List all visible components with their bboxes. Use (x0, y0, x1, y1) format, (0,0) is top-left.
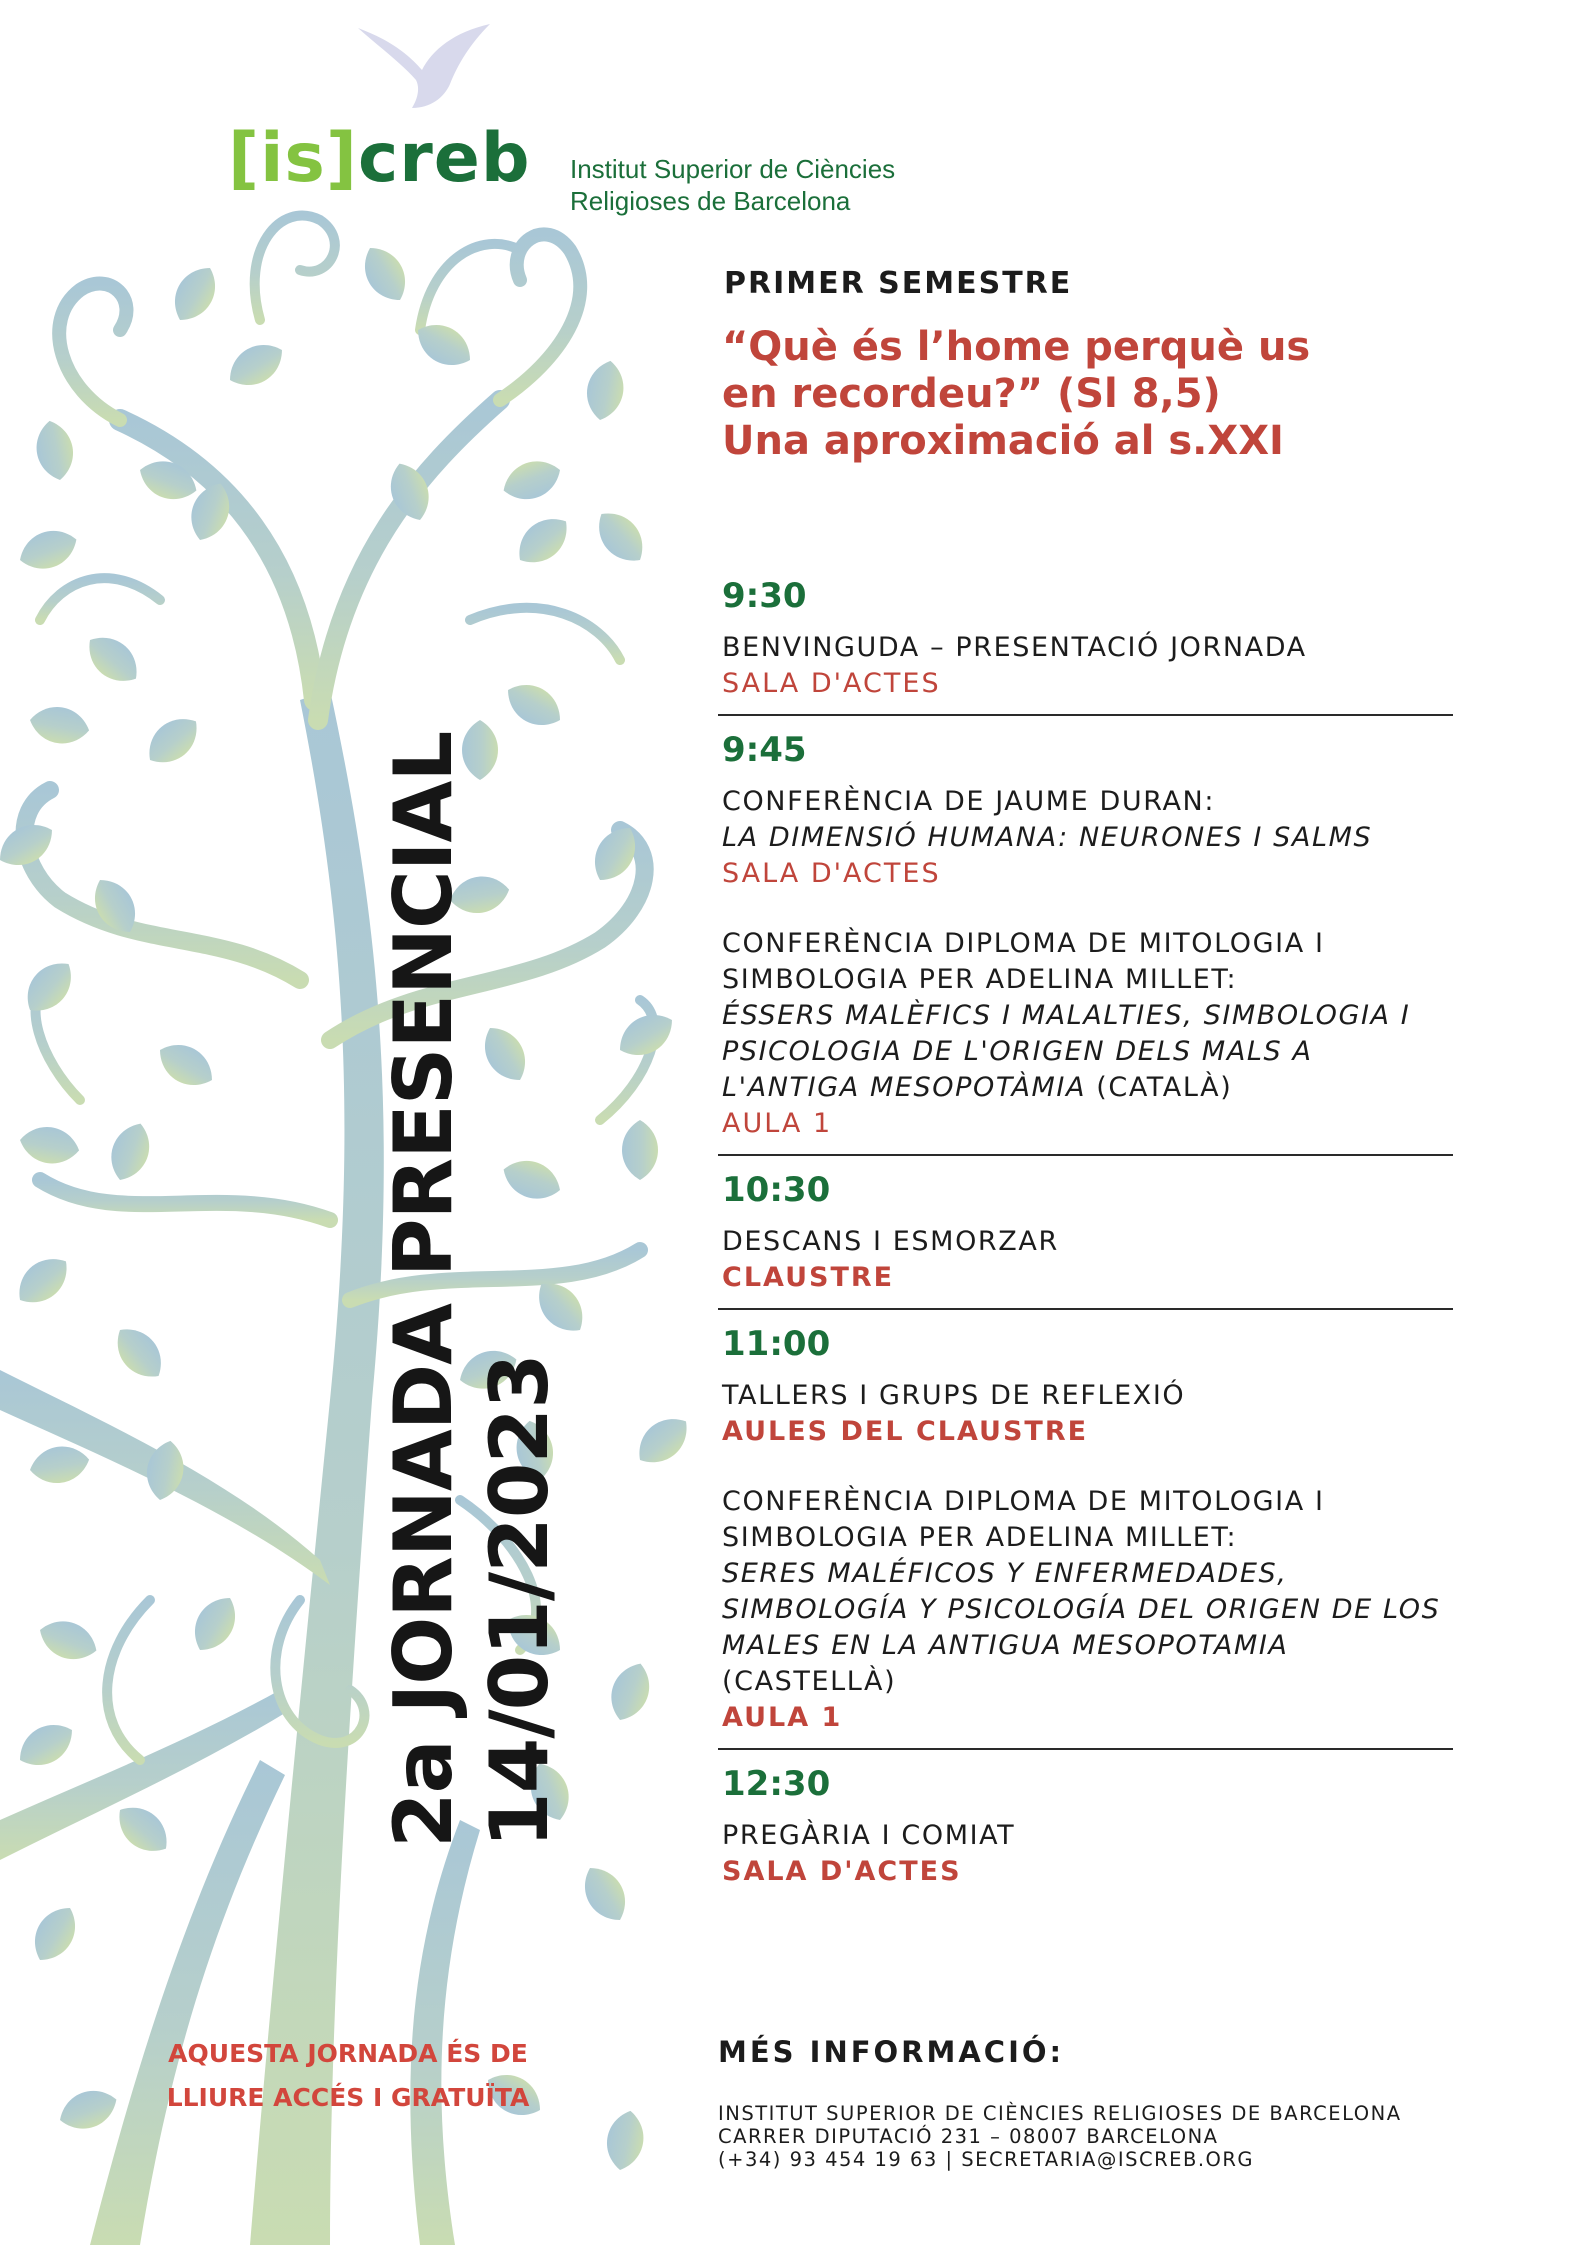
logo-mark (228, 119, 531, 198)
theme-quote-line1: “Què és l’home perquè us (722, 324, 1311, 370)
session-location: AULES DEL CLAUSTRE (722, 1416, 1089, 1447)
contact-institution: INSTITUT SUPERIOR DE CIÈNCIES RELIGIOSES DE BARCELONA (718, 2102, 1402, 2125)
session-subtitle-wrap (722, 998, 1453, 1106)
tree-background (0, 0, 700, 2245)
session-location: SALA D'ACTES (722, 858, 941, 889)
session-language: (CATALÀ) (1096, 1072, 1233, 1103)
session (722, 926, 1453, 1142)
session-subtitle: ÉSSERS MALÈFICS I MALALTIES, SIMBOLOGIA I PSICOLOGIA DE L'ORIGEN DELS MALS A L'ANTIGA MESOPOTÀMIA (722, 1000, 1411, 1103)
contact-address: CARRER DIPUTACIÓ 231 – 08007 BARCELONA (718, 2125, 1219, 2148)
schedule-slot (718, 1324, 1453, 1750)
schedule (718, 572, 1453, 1916)
slot-time: 10:30 (722, 1170, 831, 1210)
free-access-line2: LLIURE ACCÉS I GRATUÏTA (166, 2083, 530, 2112)
contact-info (718, 2102, 1402, 2171)
institution-name-line2: Religioses de Barcelona (570, 186, 851, 216)
iscreb-logo (228, 119, 928, 235)
session-language: (CASTELLÀ) (722, 1666, 897, 1697)
session (722, 1818, 1453, 1890)
theme-quote-line2: en recordeu?” (Sl 8,5) (722, 371, 1221, 417)
logo-mark-is: [is] (228, 119, 358, 198)
session (722, 1224, 1453, 1296)
session-title: DESCANS I ESMORZAR (722, 1226, 1059, 1257)
session-title: CONFERÈNCIA DIPLOMA DE MITOLOGIA I SIMBOLOGIA PER ADELINA MILLET: (722, 928, 1325, 995)
session (722, 1484, 1453, 1736)
session-title: PREGÀRIA I COMIAT (722, 1820, 1016, 1851)
institution-name-line1: Institut Superior de Ciències (570, 154, 896, 184)
free-access-note (138, 2032, 558, 2120)
schedule-slot (718, 1170, 1453, 1310)
free-access-line1: AQUESTA JORNADA ÉS DE (168, 2039, 528, 2068)
session-location: CLAUSTRE (722, 1262, 895, 1293)
event-date: 14/01/2023 (473, 1354, 566, 1848)
semester-label: PRIMER SEMESTRE (724, 266, 1073, 301)
schedule-slot (718, 1764, 1453, 1902)
session-location: SALA D'ACTES (722, 1856, 962, 1887)
theme-quote (722, 324, 1502, 465)
more-info-heading: MÉS INFORMACIÓ: (718, 2035, 1065, 2069)
logo-mark-creb: creb (357, 119, 531, 198)
session-title: CONFERÈNCIA DIPLOMA DE MITOLOGIA I SIMBOLOGIA PER ADELINA MILLET: (722, 1486, 1325, 1553)
session-location: AULA 1 (722, 1108, 833, 1139)
institution-name (570, 153, 895, 217)
slot-time: 9:30 (722, 576, 807, 616)
session-location: AULA 1 (722, 1702, 843, 1733)
slot-time: 11:00 (722, 1324, 831, 1364)
contact-phone-email: (+34) 93 454 19 63 | SECRETARIA@ISCREB.ORG (718, 2148, 1255, 2171)
session-title: CONFERÈNCIA DE JAUME DURAN: (722, 786, 1216, 817)
theme-quote-line3: Una aproximació al s.XXI (722, 418, 1284, 464)
event-title-line1: 2a JORNADA PRESENCIAL (377, 731, 470, 1848)
slot-time: 12:30 (722, 1764, 831, 1804)
session (722, 1378, 1453, 1450)
session-title: BENVINGUDA – PRESENTACIÓ JORNADA (722, 632, 1307, 663)
event-title (376, 548, 568, 1848)
slot-time: 9:45 (722, 730, 807, 770)
session-title: TALLERS I GRUPS DE REFLEXIÓ (722, 1380, 1186, 1411)
session-location: SALA D'ACTES (722, 668, 941, 699)
schedule-slot (718, 576, 1453, 716)
session-subtitle: SERES MALÉFICOS Y ENFERMEDADES, SIMBOLOGÍA Y PSICOLOGÍA DEL ORIGEN DE LOS MALES EN LA ANTIGUA MESOPOTAMIA (722, 1558, 1441, 1661)
session (722, 630, 1453, 702)
session-subtitle: LA DIMENSIÓ HUMANA: NEURONES I SALMS (722, 822, 1373, 853)
schedule-slot (718, 730, 1453, 1156)
dove-icon (350, 10, 500, 110)
session (722, 784, 1453, 892)
